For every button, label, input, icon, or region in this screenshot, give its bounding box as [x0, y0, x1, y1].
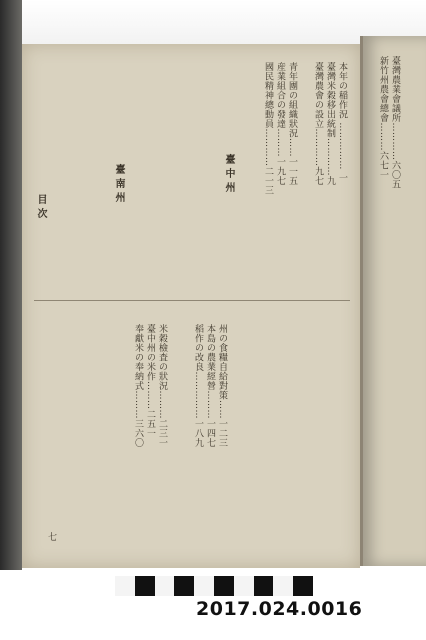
book-page-right [360, 36, 426, 566]
section-header: 臺南州 [113, 164, 124, 206]
binding-shadow [0, 0, 22, 570]
toc-entry: 臺灣農業會議所…………六〇五 [390, 56, 400, 189]
toc-column-upper-2 [262, 62, 298, 195]
section-divider [34, 300, 350, 301]
toc-entry: 臺中州の米作………二五一 [145, 324, 155, 438]
toc-entry: 産業組合の發達………一九七 [275, 62, 285, 186]
toc-column-right [377, 56, 401, 189]
catalog-number: 2017.024.0016 [196, 598, 363, 620]
toc-column-upper [312, 62, 348, 186]
toc-entry: 臺灣米穀移出統制…………九 [325, 62, 335, 186]
page-folio: 七 [48, 533, 58, 543]
toc-entry: 國民精神總動員…………二一三 [263, 62, 273, 195]
toc-entry: 新竹州農會總會………六七一 [378, 56, 388, 180]
scale-ruler [115, 576, 313, 596]
toc-entry: 本年の稲作況 …………… 一 [337, 62, 347, 183]
toc-entry: 米穀檢査の狀況………二三一 [157, 324, 167, 448]
toc-entry: 奉獻米の奉納式………三六〇 [133, 324, 143, 448]
toc-entry: 州の食糧自給對策……一二三 [217, 324, 227, 448]
section-header: 臺中州 [223, 154, 234, 196]
toc-column-lower [192, 324, 228, 448]
toc-entry: 青年團の組織狀況……一一五 [287, 62, 297, 186]
toc-entry: 本島の農業經營………一四七 [205, 324, 215, 448]
toc-label: 目次 [35, 194, 46, 222]
toc-column-lower-2 [132, 324, 168, 448]
toc-entry: 稻作の改良……………一八九 [193, 324, 203, 448]
book-page-left [22, 44, 360, 568]
toc-entry: 臺灣農會の設立…………九七 [313, 62, 323, 186]
